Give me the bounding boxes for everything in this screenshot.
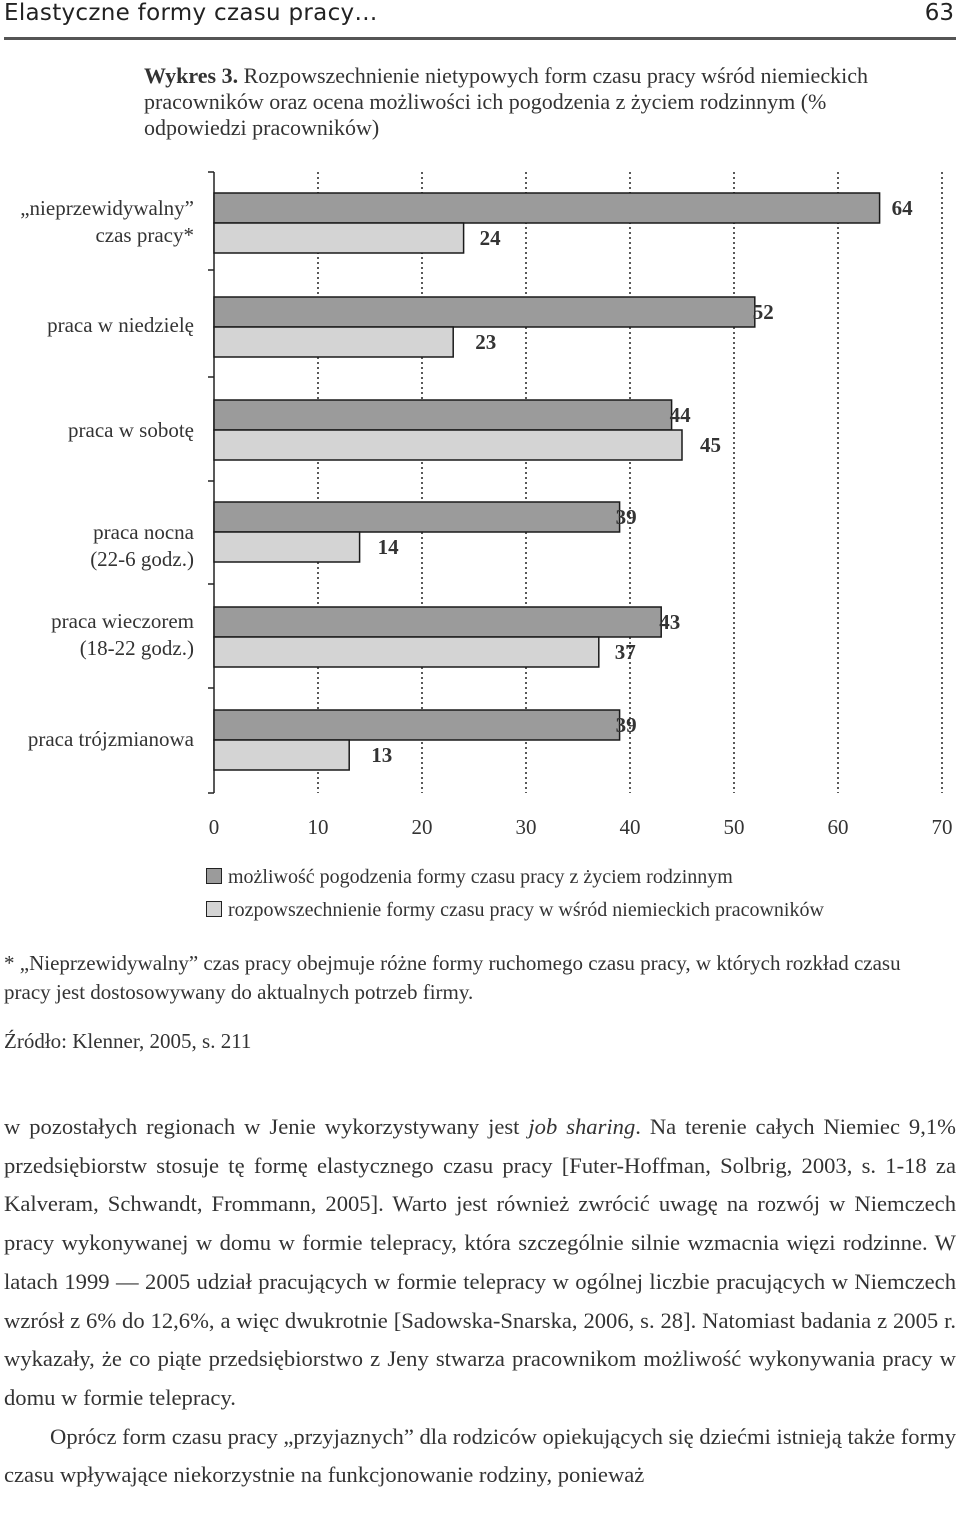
legend-item-compatibility [206,865,733,889]
page-number: 63 [924,0,954,26]
x-tick-label: 70 [931,815,953,839]
bar-prevalence [214,430,682,460]
data-label: 23 [475,330,497,354]
data-label: 45 [700,433,721,457]
bar-compatibility [214,193,880,223]
bar-compatibility [214,607,661,637]
category-label-line: praca nocna [93,520,194,544]
bar-prevalence [214,637,599,667]
category-label [20,195,194,249]
data-label: 37 [614,640,636,664]
x-tick-label: 40 [619,815,641,839]
x-tick-label: 50 [723,815,745,839]
data-label: 43 [659,610,681,634]
x-tick-label: 30 [515,815,537,839]
x-tick-label: 10 [307,815,329,839]
data-label: 64 [891,196,913,220]
category-label [51,608,194,662]
category-label-line: praca wieczorem [51,609,194,633]
data-label: 52 [752,300,774,324]
category-label [90,519,194,573]
bar-prevalence [214,740,349,770]
bar-compatibility [214,502,620,532]
legend-item-prevalence [206,898,824,922]
figure-label: Wykres 3. [144,63,239,88]
figure-caption-text: Rozpowszechnienie nietypowych form czasu pracy wśród niemieckich pracowników oraz ocena możliwości ich pogodzenia z życiem rodzinnym (% odpowiedzi pracowników) [144,63,868,140]
footnote: * „Nieprzewidywalny” czas pracy obejmuje różne formy ruchomego czasu pracy, w których rozkład czasu pracy jest dostosowywany do aktualnych potrzeb firmy. [4,951,901,1004]
bar-prevalence [214,532,360,562]
data-label: 39 [615,713,637,737]
bar-prevalence [214,223,464,253]
paragraph: Oprócz form czasu pracy „przyjaznych” dla rodziców opiekujących się dziećmi istnieją także formy czasu wpływające niekorzystnie na funkcjonowanie rodziny, ponieważ [4,1423,956,1488]
data-label: 39 [615,505,637,529]
legend-label-compatibility: możliwość pogodzenia formy czasu pracy z życiem rodzinnym [228,866,733,888]
bar-compatibility [214,400,672,430]
category-label-line: „nieprzewidywalny” [20,196,194,220]
legend-label-prevalence: rozpowszechnienie formy czasu pracy w wśród niemieckich pracowników [228,899,824,921]
data-label: 44 [669,403,691,427]
paragraph: w pozostałych regionach w Jenie wykorzystywany jest job sharing. Na terenie całych Niemiec 9,1% przedsiębiorstw stosuje tę formę elastycznego czasu pracy [Futer-Hoffman, Solbrig, 2003, s. 1-18 za Kalveram, Schwandt, Frommann, 2005]. Warto jest również zwrócić uwagę na rozwój w Niemczech pracy wykonywanej w domu w formie telepracy, która szczególnie silnie wzmacnia więzi rodzinne. W latach 1999 — 2005 udział pracujących w formie telepracy w ogólnej liczbie pracujących w Niemczech wzrósł z 6% do 12,6%, a więc dwukrotnie [Sadowska-Snarska, 2006, s. 28]. Natomiast badania z 2005 r. wykazały, że co piąte przedsiębiorstwo z Jeny stwarza pracownikom możliwość wykonywania pracy w domu w formie telepracy. [4,1114,956,1410]
category-label [47,312,194,339]
bar-prevalence [214,327,453,357]
data-label: 24 [479,226,501,250]
bar-compatibility [214,297,755,327]
legend-swatch-prevalence [206,901,222,917]
source-note: Źródło: Klenner, 2005, s. 211 [4,1029,252,1053]
category-label-line: praca w sobotę [68,418,194,442]
category-label-line: (18-22 godz.) [79,636,194,660]
x-tick-label: 20 [411,815,433,839]
x-tick-label: 60 [827,815,849,839]
data-label: 14 [377,535,399,559]
x-tick-label: 0 [208,815,220,839]
category-label-line: praca trójzmianowa [27,727,194,751]
category-label-line: czas pracy* [95,223,194,247]
data-label: 13 [371,743,393,767]
bar-compatibility [214,710,620,740]
italic-term: job sharing [528,1114,636,1139]
legend-swatch-compatibility [206,868,222,884]
category-label-line: praca w niedzielę [47,313,194,337]
running-title: Elastyczne formy czasu pracy… [4,0,378,26]
category-label [28,726,194,753]
category-label [68,417,194,444]
category-label-line: (22-6 godz.) [90,547,194,571]
body-text [4,1108,956,1495]
